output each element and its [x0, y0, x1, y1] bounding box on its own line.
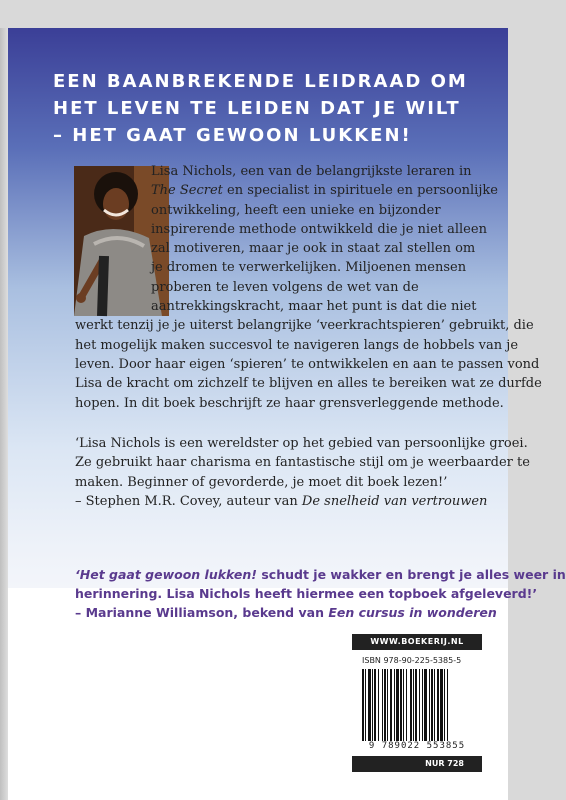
text-line: Lisa de kracht om zichzelf te blijven en alles te bereiken wat ze durfde: [75, 376, 542, 392]
book-title-the-secret: The Secret: [151, 183, 223, 199]
website-label: WWW.BOEKERIJ.NL: [352, 634, 482, 650]
barcode-bar: [424, 669, 427, 741]
barcode-bar: [434, 669, 435, 741]
barcode-number: 9 789022 553855: [368, 741, 466, 751]
quote-line: herinnering. Lisa Nichols heeft hiermee een topboek afgeleverd!’: [75, 586, 538, 601]
barcode-bar: [372, 669, 373, 741]
barcode-bar: [394, 669, 395, 741]
nur-label: NUR 728: [352, 756, 482, 772]
quote-line: Ze gebruikt haar charisma en fantastische stijl om je weerbaarder te: [75, 455, 530, 471]
barcode-bar: [374, 669, 376, 741]
barcode-bar: [447, 669, 448, 741]
text-segment: en specialist in spirituele en persoonlijke: [222, 183, 498, 199]
barcode-bar: [444, 669, 445, 741]
barcode-bar: [390, 669, 392, 741]
barcode-bar: [429, 669, 430, 741]
text-line: Lisa Nichols, een van de belangrijkste leraren in: [151, 164, 472, 179]
barcode-bar: [365, 669, 366, 741]
barcode-bar: [415, 669, 417, 741]
headline-line-2: HET LEVEN TE LEIDEN DAT JE WILT: [53, 98, 461, 119]
barcode-bar: [422, 669, 423, 741]
quote-line: maken. Beginner of gevorderde, je moet dit boek lezen!’: [75, 474, 448, 490]
attribution-book-title: De snelheid van vertrouwen: [301, 493, 488, 509]
barcode-bar: [431, 669, 433, 741]
barcode-bar: [400, 669, 402, 741]
barcode-bar: [440, 669, 443, 741]
text-line: aantrekkingskracht, maar het punt is dat die niet: [151, 299, 477, 315]
text-line: zal motiveren, maar je ook in staat zal stellen om: [151, 241, 476, 257]
barcode-bar: [406, 669, 407, 741]
headline-line-3: – HET GAAT GEWOON LUKKEN!: [53, 125, 412, 146]
text-line: [75, 181, 498, 200]
text-line: het mogelijk maken succesvol te navigeren langs de hobbels van je: [75, 337, 519, 353]
text-line: werkt tenzij je je uiterst belangrijke ‘veerkrachtspieren’ gebruikt, die: [75, 318, 534, 334]
headline-line-1: EEN BAANBREKENDE LEIDRAAD OM: [53, 71, 468, 92]
text-line: hopen. In dit boek beschrijft ze haar grensverleggende methode.: [75, 395, 504, 411]
barcode-bar: [410, 669, 412, 741]
barcode-block: [352, 653, 482, 753]
barcode-bar: [362, 669, 364, 741]
text-line: je dromen te verwerkelijken. Miljoenen mensen: [151, 260, 467, 276]
headline: [53, 68, 493, 149]
quote-line: ‘Lisa Nichols is een wereldster op het gebied van persoonlijke groei.: [75, 436, 528, 451]
text-line: ontwikkeling, heeft een unieke en bijzonder: [151, 202, 441, 218]
barcode-bar: [384, 669, 386, 741]
barcode-bar: [387, 669, 388, 741]
barcode-bar: [368, 669, 371, 741]
barcode-bar: [419, 669, 420, 741]
quote-book-title: ‘Het gaat gewoon lukken!: [75, 567, 258, 582]
attribution-text: – Stephen M.R. Covey, auteur van: [75, 493, 302, 509]
barcode-bar: [396, 669, 399, 741]
isbn-text: ISBN 978-90-225-5385-5: [362, 656, 462, 665]
text-line: leven. Door haar eigen ‘spieren’ te ontwikkelen en aan te passen vond: [75, 356, 540, 372]
quote-attribution: [75, 492, 487, 511]
barcode-bar: [403, 669, 404, 741]
text-line: proberen te leven volgens de wet van de: [151, 279, 419, 295]
barcode-icon: [360, 669, 480, 741]
covey-quote: [75, 434, 530, 511]
barcode-bar: [413, 669, 414, 741]
attribution-book-title: Een cursus in wonderen: [328, 605, 497, 620]
attribution-text: – Marianne Williamson, bekend van: [75, 605, 329, 620]
barcode-bar: [382, 669, 383, 741]
description-paragraph: [75, 162, 542, 413]
quote-attribution: [75, 603, 497, 622]
williamson-quote: [75, 565, 566, 622]
quote-text: schudt je wakker en brengt je alles weer in: [257, 567, 566, 582]
quote-line: [75, 565, 566, 584]
text-line: inspirerende methode ontwikkeld die je niet alleen: [151, 221, 487, 237]
barcode-bar: [437, 669, 439, 741]
barcode-bar: [378, 669, 379, 741]
